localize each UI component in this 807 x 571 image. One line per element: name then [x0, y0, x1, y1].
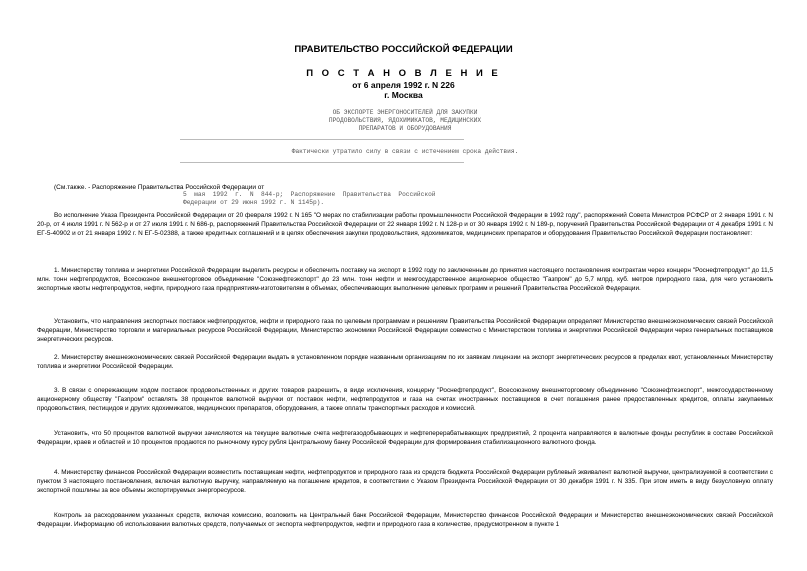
paragraph-1-note: Установить, что направления экспортных поставок нефтепродуктов, нефти и природного газа по целевым программам и решениям Правительства Российской Федерации определяет Министерство внешнеэкономических связей Российской Федерации, Министерство торговли и материальных ресурсов Российской Федерации, Министерство экономики Российской Федерации совместно с Министерством топлива и энергетики Российской Федерации через генеральных поставщиков энергетических ресурсов. — [37, 318, 773, 343]
paragraph-4-control: Контроль за расходованием указанных средств, включая комиссию, возложить на Центральный банк Российской Федерации, Министерство финансов Российской Федерации и Министерство внешнеэкономических связей Российской Федерации. Информацию об использовании валютных средств, получаемых от экспорта нефтепродуктов, нефти и природного газа в количестве, предусмотренном в пункте 1 — [37, 512, 773, 528]
city: г. Москва — [384, 90, 423, 100]
date-number: от 6 апреля 1992 г. N 226 — [352, 80, 455, 90]
divider — [180, 139, 464, 140]
paragraph-4: 4. Министерству финансов Российской Федерации возместить поставщикам нефти, нефтепродуктов и природного газа из средств бюджета Российской Федерации рублевый эквивалент валютной выручки, централизуемой в соответствии с пунктом 3 настоящего постановления, включая валютную выручку, направляемую на погашение кредитов, в соответствии с Указом Президента Российской Федерации от 30 декабря 1991 г. N 335. При этом иметь в виду безусловную оплату экспортной пошлины за все объемы экспортируемых энергоресурсов. — [37, 469, 773, 494]
paragraph-2: 2. Министерству внешнеэкономических связей Российской Федерации выдать в установленном порядке названным организациям по их заявкам лицензии на экспорт энергетических ресурсов в пределах квот, установленных Министерству топлива и энергетики Российской Федерации. — [37, 354, 773, 370]
paragraph-preamble: Во исполнение Указа Президента Российской Федерации от 20 февраля 1992 г. N 165 "О мерах по стабилизации работы промышленности Российской Федерации в 1992 году", распоряжений Совета Министров РСФСР от 2 января 1991 г. N 20-р, от 4 июля 1991 г. N 562-р и от 27 июля 1991 г. N 686-р, распоряжений Правительства Российской Федерации от 22 января 1992 г. N 128-р и от 30 января 1992 г. N 189-р, поручений Правительства Российской Федерации от 4 декабря 1991 г. N ЕГ-5-40902 и от 21 января 1992 г. N ЕГ-5-02388, а также кредитных соглашений и в целях обеспечения закупки продовольствия, ядохимикатов, медицинских препаратов и оборудования Правительство Российской Федерации постановляет: — [37, 212, 773, 237]
status-note: Фактически утратило силу в связи с истечением срока действия. — [291, 148, 519, 155]
paragraph-3-note: Установить, что 50 процентов валютной выручки зачисляются на текущие валютные счета нефтегазодобывающих и нефтеперерабатывающих предприятий, 2 процента направляются в валютные фонды республик в составе Российской Федерации, краев и областей и 10 процентов продаются по рыночному курсу рубля Центральному банку Российской Федерации для формирования стабилизационного валютного фонда. — [37, 430, 773, 446]
paragraph-3: 3. В связи с опережающим ходом поставок продовольственных и других товаров разрешить, в виде исключения, концерну "Роснефтепродукт", Всесоюзному внешнеторговому объединению "Союзнефтеэкспорт", межгосударственному акционерному обществу "Газпром" оставлять 38 процентов валютной выручки от поставок нефти, нефтепродуктов и газа на счетах иностранных поставщиков в счет погашения ранее предоставленных кредитов, оплаты закупаемых продовольствия, пестицидов и других ядохимикатов, медицинских препаратов, оборудования, а также оплаты транспортных расходов и комиссий. — [37, 387, 773, 412]
document-type-heading: П О С Т А Н О В Л Е Н И Е — [306, 68, 501, 79]
see-also-detail: 5 мая 1992 г. N 844-р; Распоряжение Правительства Российской Федерации от 29 июня 1992 г. N 1145р). — [183, 191, 436, 206]
government-heading: ПРАВИТЕЛЬСТВО РОССИЙСКОЙ ФЕДЕРАЦИИ — [294, 44, 513, 55]
divider — [180, 162, 464, 163]
see-also-label: (См.также. - Распоряжение Правительства Российской Федерации от — [54, 184, 265, 191]
paragraph-1: 1. Министерству топлива и энергетики Российской Федерации выделить ресурсы и обеспечить поставку на экспорт в 1992 году по заключенным до принятия настоящего постановления контрактам через концерн "Роснефтепродукт" до 11,5 млн. тонн нефтепродуктов, Всесоюзное внешнеторговое объединение "Союзнефтеэкспорт" до 23 млн. тонн нефти и межгосударственное акционерное общество "Газпром" до 5,7 млрд. куб. метров природного газа, для чего установить экспортные квоты нефтепродуктов, нефти, природного газа предприятиям-изготовителям в объемах, обеспечивающих выполнение целевых программ и решений Правительства Российской Федерации. — [37, 267, 773, 292]
document-subject: ОБ ЭКСПОРТЕ ЭНЕРГОНОСИТЕЛЕЙ ДЛЯ ЗАКУПКИ ПРОДОВОЛЬСТВИЯ, ЯДОХИМИКАТОВ, МЕДИЦИНСКИХ ПРЕПАРАТОВ И ОБОРУДОВАНИЯ — [328, 109, 482, 132]
